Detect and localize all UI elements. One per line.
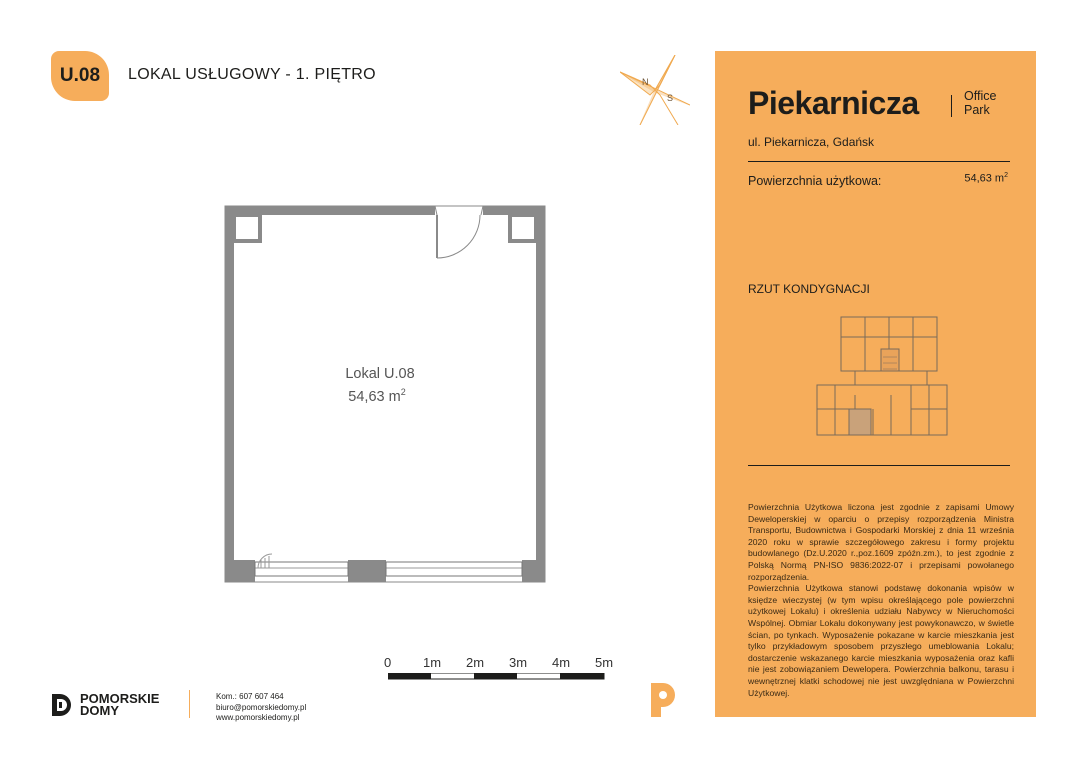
compass-letter-n: N [642, 77, 649, 87]
scale-bar-segments [388, 673, 606, 681]
contact-info [216, 692, 306, 724]
brand-logo: Piekarnicza [748, 85, 919, 121]
company-name-line-2: DOMY [80, 703, 119, 718]
unit-code: U.08 [59, 65, 101, 86]
scale-label-5m: 5m [595, 655, 614, 670]
room-name: Lokal U.08 [345, 366, 415, 382]
company-name-line-1: POMORSKIE [80, 691, 160, 706]
address: ul. Piekarnicza, Gdańsk [748, 135, 875, 149]
piekarnicza-p-logo-icon [649, 681, 679, 719]
brand-separator [951, 95, 952, 117]
floor-plan [215, 196, 555, 596]
unit-code-badge [51, 51, 109, 101]
scale-label-4m: 4m [552, 655, 571, 670]
contact-email[interactable]: biuro@pomorskiedomy.pl [216, 702, 307, 712]
scale-label-0: 0 [384, 655, 392, 670]
company-name [80, 693, 159, 717]
brand-subtitle-park: Park [964, 103, 990, 117]
section-label: RZUT KONDYGNACJI [748, 282, 870, 296]
contact-phone: Kom.: 607 607 464 [216, 692, 284, 701]
contact-website[interactable]: www.pomorskiedomy.pl [216, 713, 300, 722]
brand-subtitle-office: Office [964, 89, 997, 103]
brand-subtitle [964, 89, 996, 117]
scale-label-1m: 1m [423, 655, 442, 670]
legal-disclaimer [748, 502, 1014, 699]
unit-title: LOKAL USŁUGOWY - 1. PIĘTRO [128, 66, 376, 83]
scale-label-3m: 3m [509, 655, 528, 670]
disclaimer-paragraph-2: Powierzchnia Użytkowa stanowi podstawę dokonania wpisów w księdze wieczystej (w tym wpisu określającego pole powierzchni użytkowej Lokalu) i określenia udziału Nabywcy w Nieruchomości Wspólnej. Obmiar Lokalu dokonywany jest powykonawczo, w świetle ścian, po tynkach. Wyposażenie pokazane w karcie mieszkania jest tylko przykładowym sposobem przyszłego umeblowania Lokalu; dostarczenie wskazanego karcie mieszkania wyposażenia oraz kafli nie jest zobowiązaniem Dewelopera. Powierzchnia balkonu, tarasu i wewnętrznej klatki schodowej nie jest uwzględniana w Powierzchni Użytkowej. [748, 583, 1014, 698]
disclaimer-paragraph-1: Powierzchnia Użytkowa liczona jest zgodnie z zapisami Umowy Deweloperskiej w oparciu o przepisy rozporządzenia Ministra Transportu, Budownictwa i Gospodarki Morskiej z dnia 11 września 2020 roku w sprawie szczegółowego zakresu i formy projektu budowlanego (Dz.U.2020 r.,poz.1609 zpóźn.zm.), to jest zgodnie z Polską Normą PN-ISO 9836:2022-07 i przepisami powołanego rozporządzenia. [748, 502, 1014, 582]
pomorskie-domy-logo-icon [50, 692, 74, 718]
building-floor-plan-mini [807, 309, 953, 445]
footer-separator [189, 690, 190, 718]
info-panel [715, 51, 1036, 717]
scale-bar [380, 655, 620, 695]
scale-label-2m: 2m [466, 655, 485, 670]
divider [748, 161, 1010, 162]
area-label: Powierzchnia użytkowa: [748, 174, 882, 188]
room-area: 54,63 $m^2$ [348, 387, 406, 405]
divider [748, 465, 1010, 466]
compass-rose-icon [620, 55, 690, 125]
compass-letter-s: S [667, 93, 674, 103]
area-value: 54,63 $m^2$ [964, 172, 1008, 185]
